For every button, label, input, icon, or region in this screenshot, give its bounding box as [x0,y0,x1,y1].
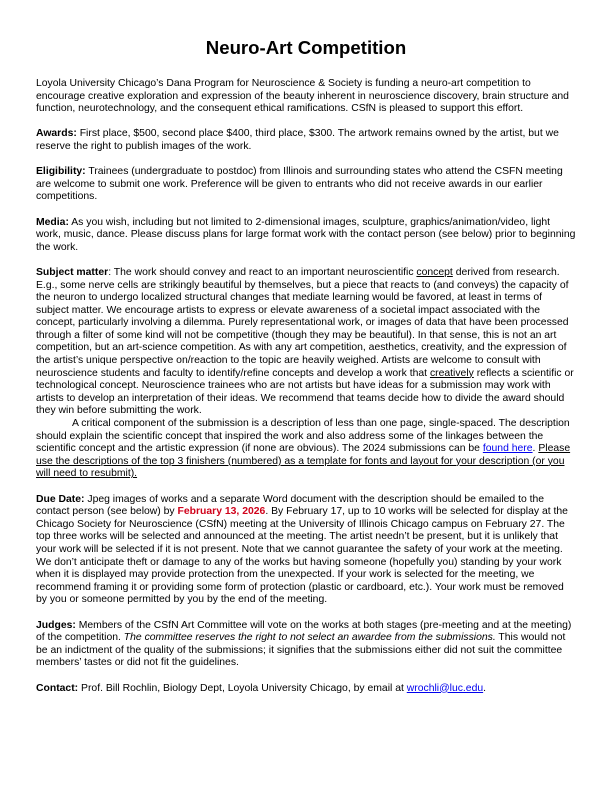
judges-text-1: Members of the CSfN Art Committee will vote on the works at both stages (pre-meeting and at the meeting) of the competition. [36,619,572,644]
eligibility-section [36,166,576,204]
due-date-label: Due Date: [36,493,85,505]
contact-end: . [483,682,487,694]
subject-label: Subject matter [36,266,109,278]
concept-word: concept [416,266,453,278]
subject-text-4: A critical component of the submission is a description of less than one page, single-spaced. The description should explain the scientific concept that inspired the work and also address some of the linkages between the scientific concept and the artistic expression (if none are obvious). The 2024 submissions can be [36,418,570,455]
due-date-text-1: Jpeg images of works and a separate Word document with the description should be emailed to the contact person (see below) by [36,493,545,518]
subject-section [36,267,576,481]
contact-text: Prof. Bill Rochlin, Biology Dept, Loyola University Chicago, by email at [78,682,407,694]
eligibility-label: Eligibility: [36,166,86,178]
page-title: Neuro-Art Competition [205,37,407,58]
awards-text: First place, $500, second place $400, third place, $300. The artwork remains owned by the artist, but we reserve the right to publish images of the work. [36,128,559,152]
subject-text-3: reflects a scientific or technological concept. Neuroscience trainees who are not artists but have ideas for a submission may work with artists to develop an interpretation of their ideas. We recommend that teams decide how to divide the award should they win before submitting the work. [36,367,574,417]
awards-section [36,128,576,153]
judges-italic-note: The committee reserves the right to not select an awardee from the submissions. [123,632,496,644]
eligibility-text: Trainees (undergraduate to postdoc) from Illinois and surrounding states who attend the CSFN meeting are welcome to submit one work. Preference will be given to entrants who did not receive awards in our earlier competitions. [36,166,563,203]
contact-email-link[interactable]: wrochli@luc.edu [406,682,484,694]
template-instruction: Please use the descriptions of the top 3 finishers (numbered) as a template for fonts and layout for your description (or you will need to resubmit). [36,443,571,480]
subject-text-1: : The work should convey and react to an important neuroscientific [108,266,417,278]
due-date-section [36,494,576,607]
subject-text-5: . [532,443,539,455]
media-label: Media: [36,216,69,228]
media-section [36,217,576,255]
due-date-text-2: . By February 17, up to 10 works will be selected for display at the Chicago Society for Neuroscience (CSfN) meeting at the University of Illinois Chicago campus on February 27. The top three works will be selected and announced at the meeting. The artist needn’t be present, but it is unlikely that your work will be selected if it is not present. Note that we cannot guarantee the safety of your work at the meeting. We don’t anticipate theft or damage to any of the works but having someone (hopefully you) standing by your work when it is displayed may provide protection from the unexpected. If your work is selected for the meeting, we recommend framing it or providing some form of protection (plastic or cardboard, etc.). Your work must be removed by you or someone permitted by you by the end of the meeting. [36,506,568,606]
intro-paragraph [36,78,576,116]
intro-text: Loyola University Chicago’s Dana Program for Neuroscience & Society is funding a neuro-art competition to encourage creative exploration and expression of the beauty inherent in neuroscience discovery, brain structure and function, neurotechnology, and the consequent ethical ramifications. CSfN is pleased to support this effort. [36,78,569,115]
creatively-word: creatively [429,367,474,379]
judges-section [36,620,576,670]
contact-section [36,683,576,696]
found-here-link[interactable]: found here [482,443,533,455]
contact-label: Contact: [36,682,79,694]
deadline-date: February 13, 2026 [177,506,266,518]
subject-text-2: derived from research. E.g., some nerve cells are strikingly beautiful by themselves, but a piece that reacts to (and conveys) the capacity of the neuron to undergo localized structural changes that mediate learning would be favored, at least in terms of subject matter. We encourage artists to express or elevate awareness of a societal impact associated with the concept, particularly involving a dilemma. Purely representational work, or images of data that have been processed through a filter of some kind will not be competitive (though they may be beautiful). In that sense, this is not an art competition, but an art-science competition. As with any art competition, aesthetics, creativity, and the expression of the artist’s unique perspective on/reaction to the topic are heavily weighed. Artists are welcome to consult with neuroscience students and faculty to identify/refine concepts and develop a work that [36,266,569,379]
judges-label: Judges: [36,619,76,631]
judges-text-2: This would not be an indictment of the quality of the submissions; it signifies that the submissions either did not suit the committee members’ tastes or did not fit the guidelines. [36,632,566,669]
awards-label: Awards: [36,128,77,140]
media-text: As you wish, including but not limited to 2-dimensional images, sculpture, graphics/animation/video, light work, music, dance. Please discuss plans for large format work with the contact person (see below) prior to beginning the work. [36,216,576,253]
